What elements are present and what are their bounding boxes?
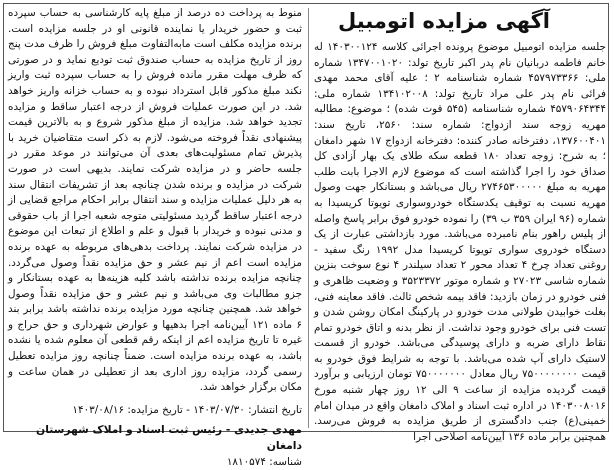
left-column-body — [8, 6, 302, 396]
auction-details-paragraph: جلسه مزایده اتومبیل موضوع پرونده اجرائی کلاسه ۱۴۰۳۰۰۱۲۴ له خانم فاطمه دربانیان نام پدر اکبر تاریخ تولد: ۱۳۴۷۰۰۱۰۲۰ شماره ملی: ۴۵۷۹۷۳۳۶۶ شماره شناسنامه ۲ ؛ علیه آقای محمد مهدی فرائی نام پدر علی مراد تاریخ تولد: ۱۳۴۱۰۲۰۰۸ شماره ملی: ۴۵۷۹۰۶۴۳۴۴ شماره شناسنامه (۵۴۵ قوت شده) ؛ موضوع: مطالبه مهریه زوجه سند ازدواج: شماره سند: ۲۵۶۰، تاریخ سند: ۱۳۷۶۰۰۴۰۱، دفترخانه صادر کننده: دفترخانه ازدواج ۱۷ شهر دامغان ؛ به شرح: زوجه تعداد ۱۸۰ قطعه سکه طلای یک بهار آزادی کل صداق خود را اجرا گذاشته است که موضوع لازم الاجرا بابت طلب مهریه به مبلغ ۲۷۴۶۵۳۰۰۰۰۰ ریال می‌باشد و بستانکار جهت وصول مهریه نسبت به توقیف یکدستگاه خودروسواری تویوتا کریسیدا به شماره (۹۶ ایران ۳۵۹ ب ۳۹) را نموده خودرو فوق برابر پاسخ واصله از پلیس راهور بنام نامبرده می‌باشد. مورد بازداشتی عبارت از یک دستگاه خودروی سواری تویوتا کریسیدا مدل ۱۹۹۲ رنگ سفید - روغنی تعداد چرخ ۴ تعداد محور ۲ تعداد سیلندر ۴ نوع سوخت بنزین شماره شاسی ۲۷۰۲۳ و شماره موتور ۳۵۲۳۳۷۲ و وضعیت ظاهری و فنی خودرو در زمان بازدید: فاقد بیمه شخص ثالث. فاقد معاینه فنی، بغلت خوابیدن طولانی مدت خودرو در پارکینگ امکان روشن شدن و تست فنی برای خودرو وجود نداشت. از نظر بدنه و اتاق خودرو تمام نقاط دارای ضربه و دارای پوسیدگی می‌باشد. خودرو از قسمت لاستیک دارای آپ شده می‌باشد. با توجه به شرایط فوق خودرو به قیمت ۷۵۰۰۰۰۰۰۰۰ ریال معادل ۷۵۰۰۰۰۰۰۰ تومان ارزیابی و برآورد قیمت گردیده مزایده از ساعت ۹ الی ۱۲ روز چهار شنبه مورخ ۱۴۰۳۰۰۸۰۱۶ در اداره ثبت اسناد و املاک دامغان واقع در میدان امام خمینی(ع) جنب دادگستری از طریق مزایده به فروش می‌رسد. همچنین برابر ماده ۱۳۶ آیین‌نامه اصلاحی اجرا — [314, 41, 607, 443]
right-column-body — [314, 40, 606, 445]
notice-id: شناسه: ۱۸۱۰۵۷۴ — [226, 455, 302, 468]
signer-line: مهدی جدیدی - رئیس ثبت اسناد و املاک شهرستان دامغان — [36, 422, 302, 452]
notice-title: آگهی مزایده اتومبیل — [338, 9, 550, 33]
column-divider — [308, 8, 309, 428]
left-column — [8, 6, 302, 468]
right-column — [314, 6, 607, 443]
publication-dates: تاریخ انتشار: ۱۴۰۳/۰۷/۳۰ - تاریخ مزایده: ۱۴۰۳/۰۸/۱۶ — [72, 403, 302, 416]
auction-terms-paragraph: منوط به پرداخت ده درصد از مبلغ پایه کارشناسی به حساب سپرده ثبت و حضور خریدار یا نماینده قانونی او در جلسه مزایده است. برنده مزایده مکلف است مابه‌التفاوت مبلغ فروش را ظرف مدت پنج روز از تاریخ مزایده به حساب صندوق ثبت تودیع نماید و در صورتی که ظرف مهلت مقرر مانده فروش را به حساب سپرده ثبت واریز نکند مبلغ مذکور قابل استرداد نبوده و به حساب خزانه واریز خواهد شد. در این صورت عملیات فروش از درجه اعتبار ساقط و مزایده تجدید خواهد شد. مزایده از مبلغ مذکور شروع و به بالاترین قیمت پیشنهادی نقداً فروخته می‌شود. لازم به ذکر است متقاضیان خرید با پذیرش تمام مسئولیت‌های بعدی آن می‌توانند در موعد مقرر در جلسه حاضر و در مزایده شرکت نمایند. بدیهی است در صورت شرکت در مزایده و برنده شدن چنانچه بعد از تشریفات انتقال سند به هر دلیل عملیات مزایده و سند انتقال برابر احکام مراجع قضایی از درجه اعتبار ساقط گردید مسئولیتی متوجه شعبه اجرا از باب حقوقی و مدنی نبوده و خریدار با قبول و علم و اطلاع از تبعات این موضوع در مزایده شرکت نمایند. پرداخت بدهی‌های مربوطه به عهده برنده مزایده است اعم از نیم عشر و حق مزایده نقداً وصول می‌گردد. چنانچه مزایده برنده نداشته باشد کلیه هزینه‌ها به عهده بستانکار و جزو مطالبات وی می‌باشد و نیم عشر و حق مزایده نقداً وصول خواهد شد. همچنین چنانچه مورد مزایده برنده نداشته باشد برابر بند ۶ ماده ۱۲۱ آیین‌نامه اجرا بدهیها و عوارض شهرداری و حق حراج و غیره تا تاریخ مزایده اعم از اینکه رقم قطعی آن معلوم شده یا نشده باشد، به عهده برنده مزایده است. ضمناً چنانچه روز مزایده تعطیل رسمی گردد، مزایده روز اداری بعد از تعطیلی در همان ساعت و مکان برگزار خواهد شد. — [8, 7, 302, 394]
notice-footer — [8, 402, 302, 470]
